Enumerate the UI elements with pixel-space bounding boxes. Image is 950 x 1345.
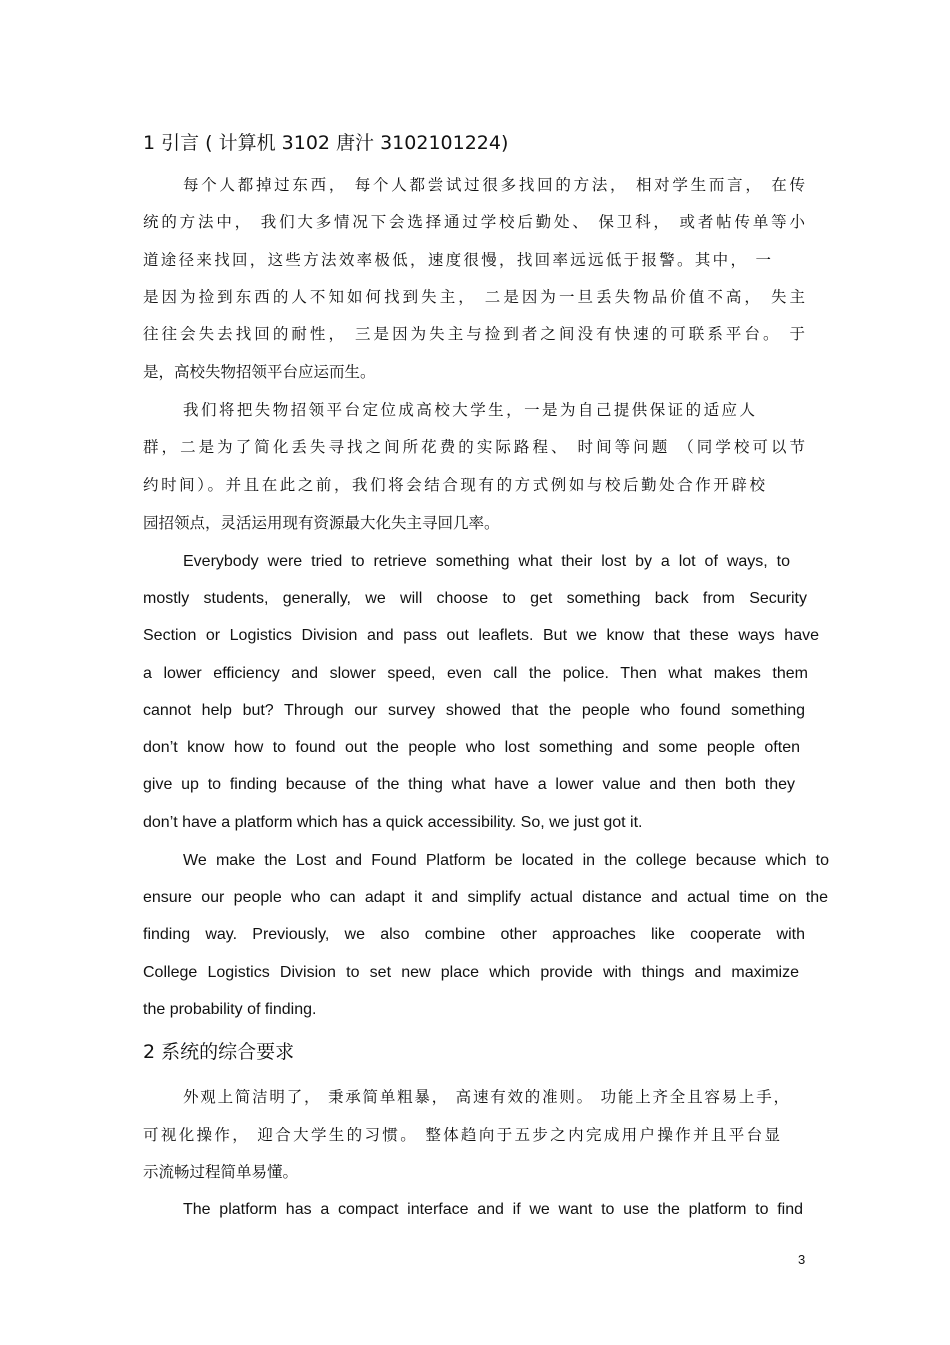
- text-line: mostly students, generally, we will choose to get something back from Security: [143, 590, 807, 607]
- text-line: 外观上简洁明了， 秉承简单粗暴， 高速有效的准则。 功能上齐全且容易上手，: [183, 1088, 789, 1106]
- page-number: 3: [798, 1252, 806, 1267]
- text-line: 园招领点，灵活运用现有资源最大化失主寻回几率。: [143, 514, 500, 532]
- text-line: Everybody were tried to retrieve something what their lost by a lot of ways, to: [183, 553, 790, 570]
- text-line: finding way. Previously, we also combine other approaches like cooperate with: [143, 926, 805, 943]
- section-1-heading: 1 引言 ( 计算机 3102 唐汁 3102101224): [143, 132, 509, 154]
- text-line: 往往会失去找回的耐性， 三是因为失主与捡到者之间没有快速的可联系平台。 于: [143, 325, 805, 343]
- text-line: 统的方法中， 我们大多情况下会选择通过学校后勤处、 保卫科， 或者帖传单等小: [143, 213, 805, 231]
- text-line: 可视化操作， 迎合大学生的习惯。 整体趋向于五步之内完成用户操作并且平台显: [143, 1126, 780, 1144]
- text-line: Section or Logistics Division and pass out leaflets. But we know that these ways have: [143, 627, 819, 644]
- text-line: We make the Lost and Found Platform be located in the college because which to: [183, 852, 829, 869]
- text-line: 约时间）。并且在此之前，我们将会结合现有的方式例如与校后勤处合作开辟校: [143, 476, 765, 494]
- text-line: give up to finding because of the thing what have a lower value and then both they: [143, 776, 795, 793]
- text-line: 示流畅过程简单易懂。: [143, 1163, 299, 1181]
- text-line: College Logistics Division to set new place which provide with things and maximize: [143, 964, 799, 981]
- text-line: 群，二是为了简化丢失寻找之间所花费的实际路程、 时间等问题 （同学校可以节: [143, 438, 805, 456]
- text-line: don’t know how to found out the people who lost something and some people often: [143, 739, 800, 756]
- text-line: a lower efficiency and slower speed, even call the police. Then what makes them: [143, 665, 808, 682]
- text-line: ensure our people who can adapt it and simplify actual distance and actual time on the: [143, 889, 828, 906]
- text-line: 是因为捡到东西的人不知如何找到失主， 二是因为一旦丢失物品价值不高， 失主: [143, 288, 805, 306]
- text-line: 道途径来找回，这些方法效率极低，速度很慢，找回率远远低于报警。其中， 一: [143, 251, 771, 269]
- text-line: The platform has a compact interface and if we want to use the platform to find: [183, 1201, 803, 1218]
- section-2-heading: 2 系统的综合要求: [143, 1041, 295, 1063]
- text-line: the probability of finding.: [143, 1001, 317, 1018]
- text-line: don’t have a platform which has a quick accessibility. So, we just got it.: [143, 814, 643, 831]
- text-line: 是，高校失物招领平台应运而生。: [143, 363, 376, 381]
- text-line: 每个人都掉过东西， 每个人都尝试过很多找回的方法， 相对学生而言， 在传: [183, 176, 805, 194]
- text-line: 我们将把失物招领平台定位成高校大学生，一是为自己提供保证的适应人: [183, 401, 755, 419]
- text-line: cannot help but? Through our survey showed that the people who found something: [143, 702, 805, 719]
